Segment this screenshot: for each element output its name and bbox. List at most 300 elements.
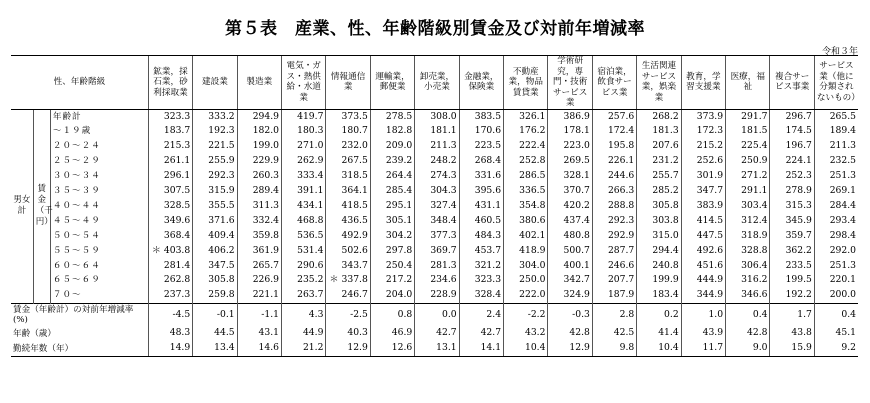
wage-cell: 268.2 xyxy=(637,109,681,124)
wage-cell: 306.4 xyxy=(726,259,770,274)
table-row xyxy=(11,124,858,139)
wage-cell: 170.6 xyxy=(459,124,503,139)
summary-cell: 46.9 xyxy=(370,326,414,341)
wage-cell: 303.4 xyxy=(726,199,770,214)
summary-cell: 1.7 xyxy=(770,304,814,327)
summary-cell: 2.4 xyxy=(459,304,503,327)
wage-cell: 327.4 xyxy=(415,199,459,214)
summary-cell: 14.6 xyxy=(237,341,281,356)
wage-cell: ＊ 337.8 xyxy=(326,273,370,288)
wage-cell: 222.0 xyxy=(504,288,548,303)
wage-cell: 315.3 xyxy=(770,199,814,214)
wage-cell: 181.3 xyxy=(637,124,681,139)
wage-cell: 297.8 xyxy=(370,244,414,259)
wage-cell: 355.5 xyxy=(193,199,237,214)
wage-cell: 418.5 xyxy=(326,199,370,214)
wage-cell: 291.7 xyxy=(726,109,770,124)
wage-cell: 391.1 xyxy=(282,184,326,199)
wage-cell: 217.2 xyxy=(370,273,414,288)
wage-cell: 500.7 xyxy=(548,244,592,259)
wage-cell: 222.4 xyxy=(504,139,548,154)
wage-cell: 377.3 xyxy=(415,229,459,244)
wage-label: 賃金（千円） xyxy=(33,109,50,304)
wage-cell: 262.9 xyxy=(282,154,326,169)
industry-header: 建設業 xyxy=(193,56,237,110)
wage-cell: 231.2 xyxy=(637,154,681,169)
wage-cell: 181.1 xyxy=(415,124,459,139)
wage-cell: 240.8 xyxy=(637,259,681,274)
table-row xyxy=(11,199,858,214)
wage-cell: 180.7 xyxy=(326,124,370,139)
summary-cell: 0.4 xyxy=(726,304,770,327)
wage-cell: 267.5 xyxy=(326,154,370,169)
summary-cell: 14.1 xyxy=(459,341,503,356)
wage-cell: 261.1 xyxy=(148,154,192,169)
wage-cell: 260.3 xyxy=(237,169,281,184)
table-row xyxy=(11,273,858,288)
wage-cell: 492.6 xyxy=(681,244,725,259)
industry-header: 電気・ガス・熱供給・水道業 xyxy=(282,56,326,110)
table-body xyxy=(11,109,858,357)
summary-cell: 42.8 xyxy=(726,326,770,341)
age-group-label: ５５～５９ xyxy=(52,245,101,256)
wage-cell: 431.1 xyxy=(459,199,503,214)
summary-cell: 1.0 xyxy=(681,304,725,327)
wage-cell: 182.8 xyxy=(370,124,414,139)
wage-cell: 285.4 xyxy=(370,184,414,199)
wage-cell: 304.0 xyxy=(504,259,548,274)
summary-cell: 0.2 xyxy=(637,304,681,327)
wage-cell: 269.1 xyxy=(814,184,858,199)
table-row xyxy=(11,154,858,169)
wage-cell: 182.0 xyxy=(237,124,281,139)
age-group-label: ３０～３４ xyxy=(52,171,101,182)
wage-cell: 315.0 xyxy=(637,229,681,244)
wage-cell: 308.0 xyxy=(415,109,459,124)
wage-cell: 323.3 xyxy=(148,109,192,124)
wage-cell: 176.2 xyxy=(504,124,548,139)
wage-cell: 207.7 xyxy=(592,273,636,288)
wage-cell: 250.0 xyxy=(504,273,548,288)
industry-header: 金融業，保険業 xyxy=(459,56,503,110)
summary-cell: 4.3 xyxy=(282,304,326,327)
wage-cell: 349.6 xyxy=(148,214,192,229)
wage-cell: 274.3 xyxy=(415,169,459,184)
wage-cell: 199.9 xyxy=(637,273,681,288)
wage-cell: 224.1 xyxy=(770,154,814,169)
summary-cell: 13.1 xyxy=(415,341,459,356)
wage-cell: 200.0 xyxy=(814,288,858,303)
summary-cell: 9.2 xyxy=(814,341,858,356)
summary-label: 勤続年数（年） xyxy=(11,341,148,356)
wage-cell: 220.1 xyxy=(814,273,858,288)
wage-cell: 345.9 xyxy=(770,214,814,229)
wage-cell: 265.7 xyxy=(237,259,281,274)
age-group-label: ４０～４４ xyxy=(52,200,101,211)
row-label-header: 性、年齢階級 xyxy=(11,56,148,110)
wage-cell: 383.9 xyxy=(681,199,725,214)
wage-cell: 312.4 xyxy=(726,214,770,229)
wage-cell: 287.7 xyxy=(592,244,636,259)
wage-cell: 263.7 xyxy=(282,288,326,303)
wage-cell: 232.5 xyxy=(814,154,858,169)
summary-cell: 14.9 xyxy=(148,341,192,356)
summary-cell: 48.3 xyxy=(148,326,192,341)
age-group-label: ３５～３９ xyxy=(52,186,101,197)
wage-cell: 259.8 xyxy=(193,288,237,303)
wage-cell: 257.6 xyxy=(592,109,636,124)
industry-header: サービス業（他に分類されないもの） xyxy=(814,56,858,110)
wage-cell: 233.5 xyxy=(770,259,814,274)
wage-cell: 211.3 xyxy=(415,139,459,154)
wage-cell: 311.3 xyxy=(237,199,281,214)
wage-cell: 239.2 xyxy=(370,154,414,169)
wage-cell: 420.2 xyxy=(548,199,592,214)
wage-cell: 278.5 xyxy=(370,109,414,124)
wage-cell: 328.1 xyxy=(548,169,592,184)
wage-cell: 502.6 xyxy=(326,244,370,259)
wage-cell: 255.9 xyxy=(193,154,237,169)
wage-cell: 361.9 xyxy=(237,244,281,259)
wage-cell: 207.6 xyxy=(637,139,681,154)
industry-header: 複合サービス事業 xyxy=(770,56,814,110)
wage-cell: 380.6 xyxy=(504,214,548,229)
wage-cell: 324.9 xyxy=(548,288,592,303)
wage-cell: 395.6 xyxy=(459,184,503,199)
wage-cell: 178.1 xyxy=(548,124,592,139)
wage-cell: 418.9 xyxy=(504,244,548,259)
wage-cell: 250.9 xyxy=(726,154,770,169)
wage-cell: 484.3 xyxy=(459,229,503,244)
wage-cell: 447.5 xyxy=(681,229,725,244)
wage-cell: 536.5 xyxy=(282,229,326,244)
wage-cell: 321.2 xyxy=(459,259,503,274)
wage-cell: 192.2 xyxy=(770,288,814,303)
wage-cell: 183.4 xyxy=(637,288,681,303)
summary-cell: -0.3 xyxy=(548,304,592,327)
wage-cell: 192.3 xyxy=(193,124,237,139)
table-row xyxy=(11,169,858,184)
wage-cell: ＊ 403.8 xyxy=(148,244,192,259)
wage-cell: 268.4 xyxy=(459,154,503,169)
wage-cell: 318.5 xyxy=(326,169,370,184)
table-row xyxy=(11,244,858,259)
wage-cell: 250.4 xyxy=(370,259,414,274)
wage-cell: 414.5 xyxy=(681,214,725,229)
wage-cell: 368.4 xyxy=(148,229,192,244)
summary-cell: 13.4 xyxy=(193,341,237,356)
wage-cell: 400.1 xyxy=(548,259,592,274)
wage-cell: 284.4 xyxy=(814,199,858,214)
summary-cell: 40.3 xyxy=(326,326,370,341)
summary-label: 年齢（歳） xyxy=(13,328,56,339)
wage-cell: 354.8 xyxy=(504,199,548,214)
industry-header: 学術研究，専門・技術サービス業 xyxy=(548,56,592,110)
wage-table xyxy=(11,55,858,357)
wage-cell: 266.3 xyxy=(592,184,636,199)
wage-cell: 215.3 xyxy=(148,139,192,154)
page-title: 第５表 産業、性、年齢階級別賃金及び対前年増減率 xyxy=(225,19,645,39)
summary-cell: 10.4 xyxy=(504,341,548,356)
summary-cell: 11.7 xyxy=(681,341,725,356)
summary-cell: 41.4 xyxy=(637,326,681,341)
wage-cell: 255.7 xyxy=(637,169,681,184)
age-group-label: ５０～５４ xyxy=(52,230,101,241)
wage-cell: 292.0 xyxy=(814,244,858,259)
industry-header: 宿泊業，飲食サービス業 xyxy=(592,56,636,110)
summary-cell: 0.8 xyxy=(370,304,414,327)
wage-cell: 290.6 xyxy=(282,259,326,274)
wage-cell: 291.1 xyxy=(726,184,770,199)
wage-cell: 296.1 xyxy=(148,169,192,184)
wage-cell: 221.1 xyxy=(237,288,281,303)
wage-cell: 328.4 xyxy=(459,288,503,303)
summary-cell: 15.9 xyxy=(770,341,814,356)
table-row xyxy=(11,288,858,303)
wage-cell: 305.8 xyxy=(637,199,681,214)
wage-cell: 292.3 xyxy=(592,214,636,229)
wage-cell: 215.2 xyxy=(681,139,725,154)
summary-cell: 42.7 xyxy=(459,326,503,341)
age-group-label: ６５～６９ xyxy=(52,275,101,286)
age-group-label: ７０～ xyxy=(52,290,82,301)
wage-cell: 346.6 xyxy=(726,288,770,303)
summary-cell: 43.8 xyxy=(770,326,814,341)
summary-cell: 12.9 xyxy=(326,341,370,356)
summary-cell: 9.0 xyxy=(726,341,770,356)
wage-cell: 492.9 xyxy=(326,229,370,244)
summary-label: 賃金（年齢計）の対前年増減率(%) xyxy=(11,304,148,327)
wage-cell: 362.2 xyxy=(770,244,814,259)
wage-cell: 223.0 xyxy=(548,139,592,154)
wage-cell: 304.2 xyxy=(370,229,414,244)
summary-row xyxy=(11,304,858,327)
wage-cell: 383.5 xyxy=(459,109,503,124)
wage-cell: 371.6 xyxy=(193,214,237,229)
summary-cell: 9.8 xyxy=(592,341,636,356)
wage-cell: 229.9 xyxy=(237,154,281,169)
wage-cell: 303.8 xyxy=(637,214,681,229)
age-group-label: ２０～２４ xyxy=(52,141,101,152)
industry-header: 運輸業，郵便業 xyxy=(370,56,414,110)
wage-cell: 286.5 xyxy=(504,169,548,184)
table-row xyxy=(11,139,858,154)
wage-cell: 281.3 xyxy=(415,259,459,274)
wage-cell: 531.4 xyxy=(282,244,326,259)
wage-cell: 342.7 xyxy=(548,273,592,288)
sex-label: 男女計 xyxy=(13,195,31,217)
wage-cell: 246.7 xyxy=(326,288,370,303)
wage-cell: 460.5 xyxy=(459,214,503,229)
age-group-label: ６０～６４ xyxy=(52,260,101,271)
industry-header: 卸売業，小売業 xyxy=(415,56,459,110)
wage-cell: 333.2 xyxy=(193,109,237,124)
wage-cell: 370.7 xyxy=(548,184,592,199)
wage-cell: 304.3 xyxy=(415,184,459,199)
summary-cell: 44.9 xyxy=(282,326,326,341)
summary-row xyxy=(11,326,858,341)
wage-cell: 359.7 xyxy=(770,229,814,244)
wage-cell: 364.1 xyxy=(326,184,370,199)
wage-cell: 453.7 xyxy=(459,244,503,259)
summary-cell: 12.9 xyxy=(548,341,592,356)
wage-cell: 269.5 xyxy=(548,154,592,169)
wage-cell: 285.2 xyxy=(637,184,681,199)
table-row xyxy=(11,229,858,244)
wage-cell: 252.8 xyxy=(504,154,548,169)
summary-cell: 43.2 xyxy=(504,326,548,341)
wage-cell: 347.7 xyxy=(681,184,725,199)
table-row xyxy=(11,259,858,274)
wage-cell: 305.1 xyxy=(370,214,414,229)
wage-cell: 294.4 xyxy=(637,244,681,259)
summary-cell: 2.8 xyxy=(592,304,636,327)
age-group-label: ４５～４９ xyxy=(52,215,101,226)
wage-cell: 265.5 xyxy=(814,109,858,124)
era-label: 令和３年 xyxy=(821,47,858,57)
wage-cell: 386.9 xyxy=(548,109,592,124)
summary-cell: 44.5 xyxy=(193,326,237,341)
wage-cell: 278.9 xyxy=(770,184,814,199)
wage-cell: 189.4 xyxy=(814,124,858,139)
wage-cell: 333.4 xyxy=(282,169,326,184)
wage-cell: 271.2 xyxy=(726,169,770,184)
wage-cell: 331.6 xyxy=(459,169,503,184)
summary-cell: 21.2 xyxy=(282,341,326,356)
wage-cell: 199.0 xyxy=(237,139,281,154)
wage-cell: 307.5 xyxy=(148,184,192,199)
wage-cell: 195.8 xyxy=(592,139,636,154)
wage-cell: 226.1 xyxy=(592,154,636,169)
wage-cell: 294.9 xyxy=(237,109,281,124)
wage-cell: 293.4 xyxy=(814,214,858,229)
summary-cell: -2.5 xyxy=(326,304,370,327)
wage-cell: 434.1 xyxy=(282,199,326,214)
wage-cell: 174.5 xyxy=(770,124,814,139)
wage-cell: 292.9 xyxy=(592,229,636,244)
summary-cell: -2.2 xyxy=(504,304,548,327)
wage-cell: 326.1 xyxy=(504,109,548,124)
wage-cell: 172.4 xyxy=(592,124,636,139)
industry-header: 鉱業，採石業，砂利採取業 xyxy=(148,56,192,110)
wage-cell: 225.4 xyxy=(726,139,770,154)
wage-cell: 298.4 xyxy=(814,229,858,244)
summary-cell: 0.4 xyxy=(814,304,858,327)
table-row xyxy=(11,184,858,199)
wage-cell: 409.4 xyxy=(193,229,237,244)
industry-header: 医療，福祉 xyxy=(726,56,770,110)
wage-cell: 281.4 xyxy=(148,259,192,274)
wage-cell: 359.8 xyxy=(237,229,281,244)
summary-cell: 43.9 xyxy=(681,326,725,341)
age-group-label: ２５～２９ xyxy=(52,156,101,167)
wage-cell: 343.7 xyxy=(326,259,370,274)
wage-cell: 209.0 xyxy=(370,139,414,154)
wage-cell: 187.9 xyxy=(592,288,636,303)
wage-cell: 180.3 xyxy=(282,124,326,139)
wage-cell: 248.2 xyxy=(415,154,459,169)
wage-cell: 436.5 xyxy=(326,214,370,229)
wage-cell: 252.6 xyxy=(681,154,725,169)
industry-header: 不動産業，物品賃貸業 xyxy=(504,56,548,110)
wage-cell: 232.0 xyxy=(326,139,370,154)
wage-cell: 288.8 xyxy=(592,199,636,214)
wage-cell: 444.9 xyxy=(681,273,725,288)
wage-cell: 251.3 xyxy=(814,259,858,274)
wage-cell: 332.4 xyxy=(237,214,281,229)
summary-cell: 42.7 xyxy=(415,326,459,341)
wage-cell: 228.9 xyxy=(415,288,459,303)
wage-cell: 437.4 xyxy=(548,214,592,229)
wage-cell: 172.3 xyxy=(681,124,725,139)
summary-cell: -4.5 xyxy=(148,304,192,327)
summary-cell: 43.1 xyxy=(237,326,281,341)
wage-cell: 468.8 xyxy=(282,214,326,229)
wage-cell: 336.5 xyxy=(504,184,548,199)
table-header-row xyxy=(11,56,858,110)
wage-cell: 323.3 xyxy=(459,273,503,288)
wage-cell: 226.9 xyxy=(237,273,281,288)
summary-cell: 45.1 xyxy=(814,326,858,341)
wage-cell: 235.2 xyxy=(282,273,326,288)
industry-header: 製造業 xyxy=(237,56,281,110)
wage-cell: 402.1 xyxy=(504,229,548,244)
wage-cell: 234.6 xyxy=(415,273,459,288)
wage-cell: 221.5 xyxy=(193,139,237,154)
summary-cell: 0.0 xyxy=(415,304,459,327)
wage-cell: 196.7 xyxy=(770,139,814,154)
wage-cell: 315.9 xyxy=(193,184,237,199)
wage-cell: 181.5 xyxy=(726,124,770,139)
age-group-label: 年齢計 xyxy=(52,111,82,122)
wage-cell: 244.6 xyxy=(592,169,636,184)
summary-cell: -0.1 xyxy=(193,304,237,327)
wage-cell: 223.5 xyxy=(459,139,503,154)
wage-cell: 348.4 xyxy=(415,214,459,229)
wage-cell: 262.8 xyxy=(148,273,192,288)
wage-cell: 301.9 xyxy=(681,169,725,184)
wage-cell: 204.0 xyxy=(370,288,414,303)
wage-cell: 328.8 xyxy=(726,244,770,259)
wage-cell: 237.3 xyxy=(148,288,192,303)
wage-cell: 305.8 xyxy=(193,273,237,288)
wage-cell: 183.7 xyxy=(148,124,192,139)
wage-cell: 289.4 xyxy=(237,184,281,199)
wage-cell: 271.0 xyxy=(282,139,326,154)
wage-cell: 328.5 xyxy=(148,199,192,214)
wage-cell: 480.8 xyxy=(548,229,592,244)
wage-cell: 347.5 xyxy=(193,259,237,274)
summary-row xyxy=(11,341,858,356)
summary-cell: 10.4 xyxy=(637,341,681,356)
wage-cell: 296.7 xyxy=(770,109,814,124)
wage-cell: 264.4 xyxy=(370,169,414,184)
wage-cell: 246.6 xyxy=(592,259,636,274)
table-row xyxy=(11,109,858,124)
wage-cell: 295.1 xyxy=(370,199,414,214)
wage-cell: 373.9 xyxy=(681,109,725,124)
wage-cell: 316.2 xyxy=(726,273,770,288)
summary-cell: 42.8 xyxy=(548,326,592,341)
wage-cell: 211.3 xyxy=(814,139,858,154)
wage-cell: 369.7 xyxy=(415,244,459,259)
wage-cell: 406.2 xyxy=(193,244,237,259)
industry-header: 教育，学習支援業 xyxy=(681,56,725,110)
wage-cell: 318.9 xyxy=(726,229,770,244)
wage-cell: 251.3 xyxy=(814,169,858,184)
summary-cell: -1.1 xyxy=(237,304,281,327)
industry-header: 情報通信業 xyxy=(326,56,370,110)
